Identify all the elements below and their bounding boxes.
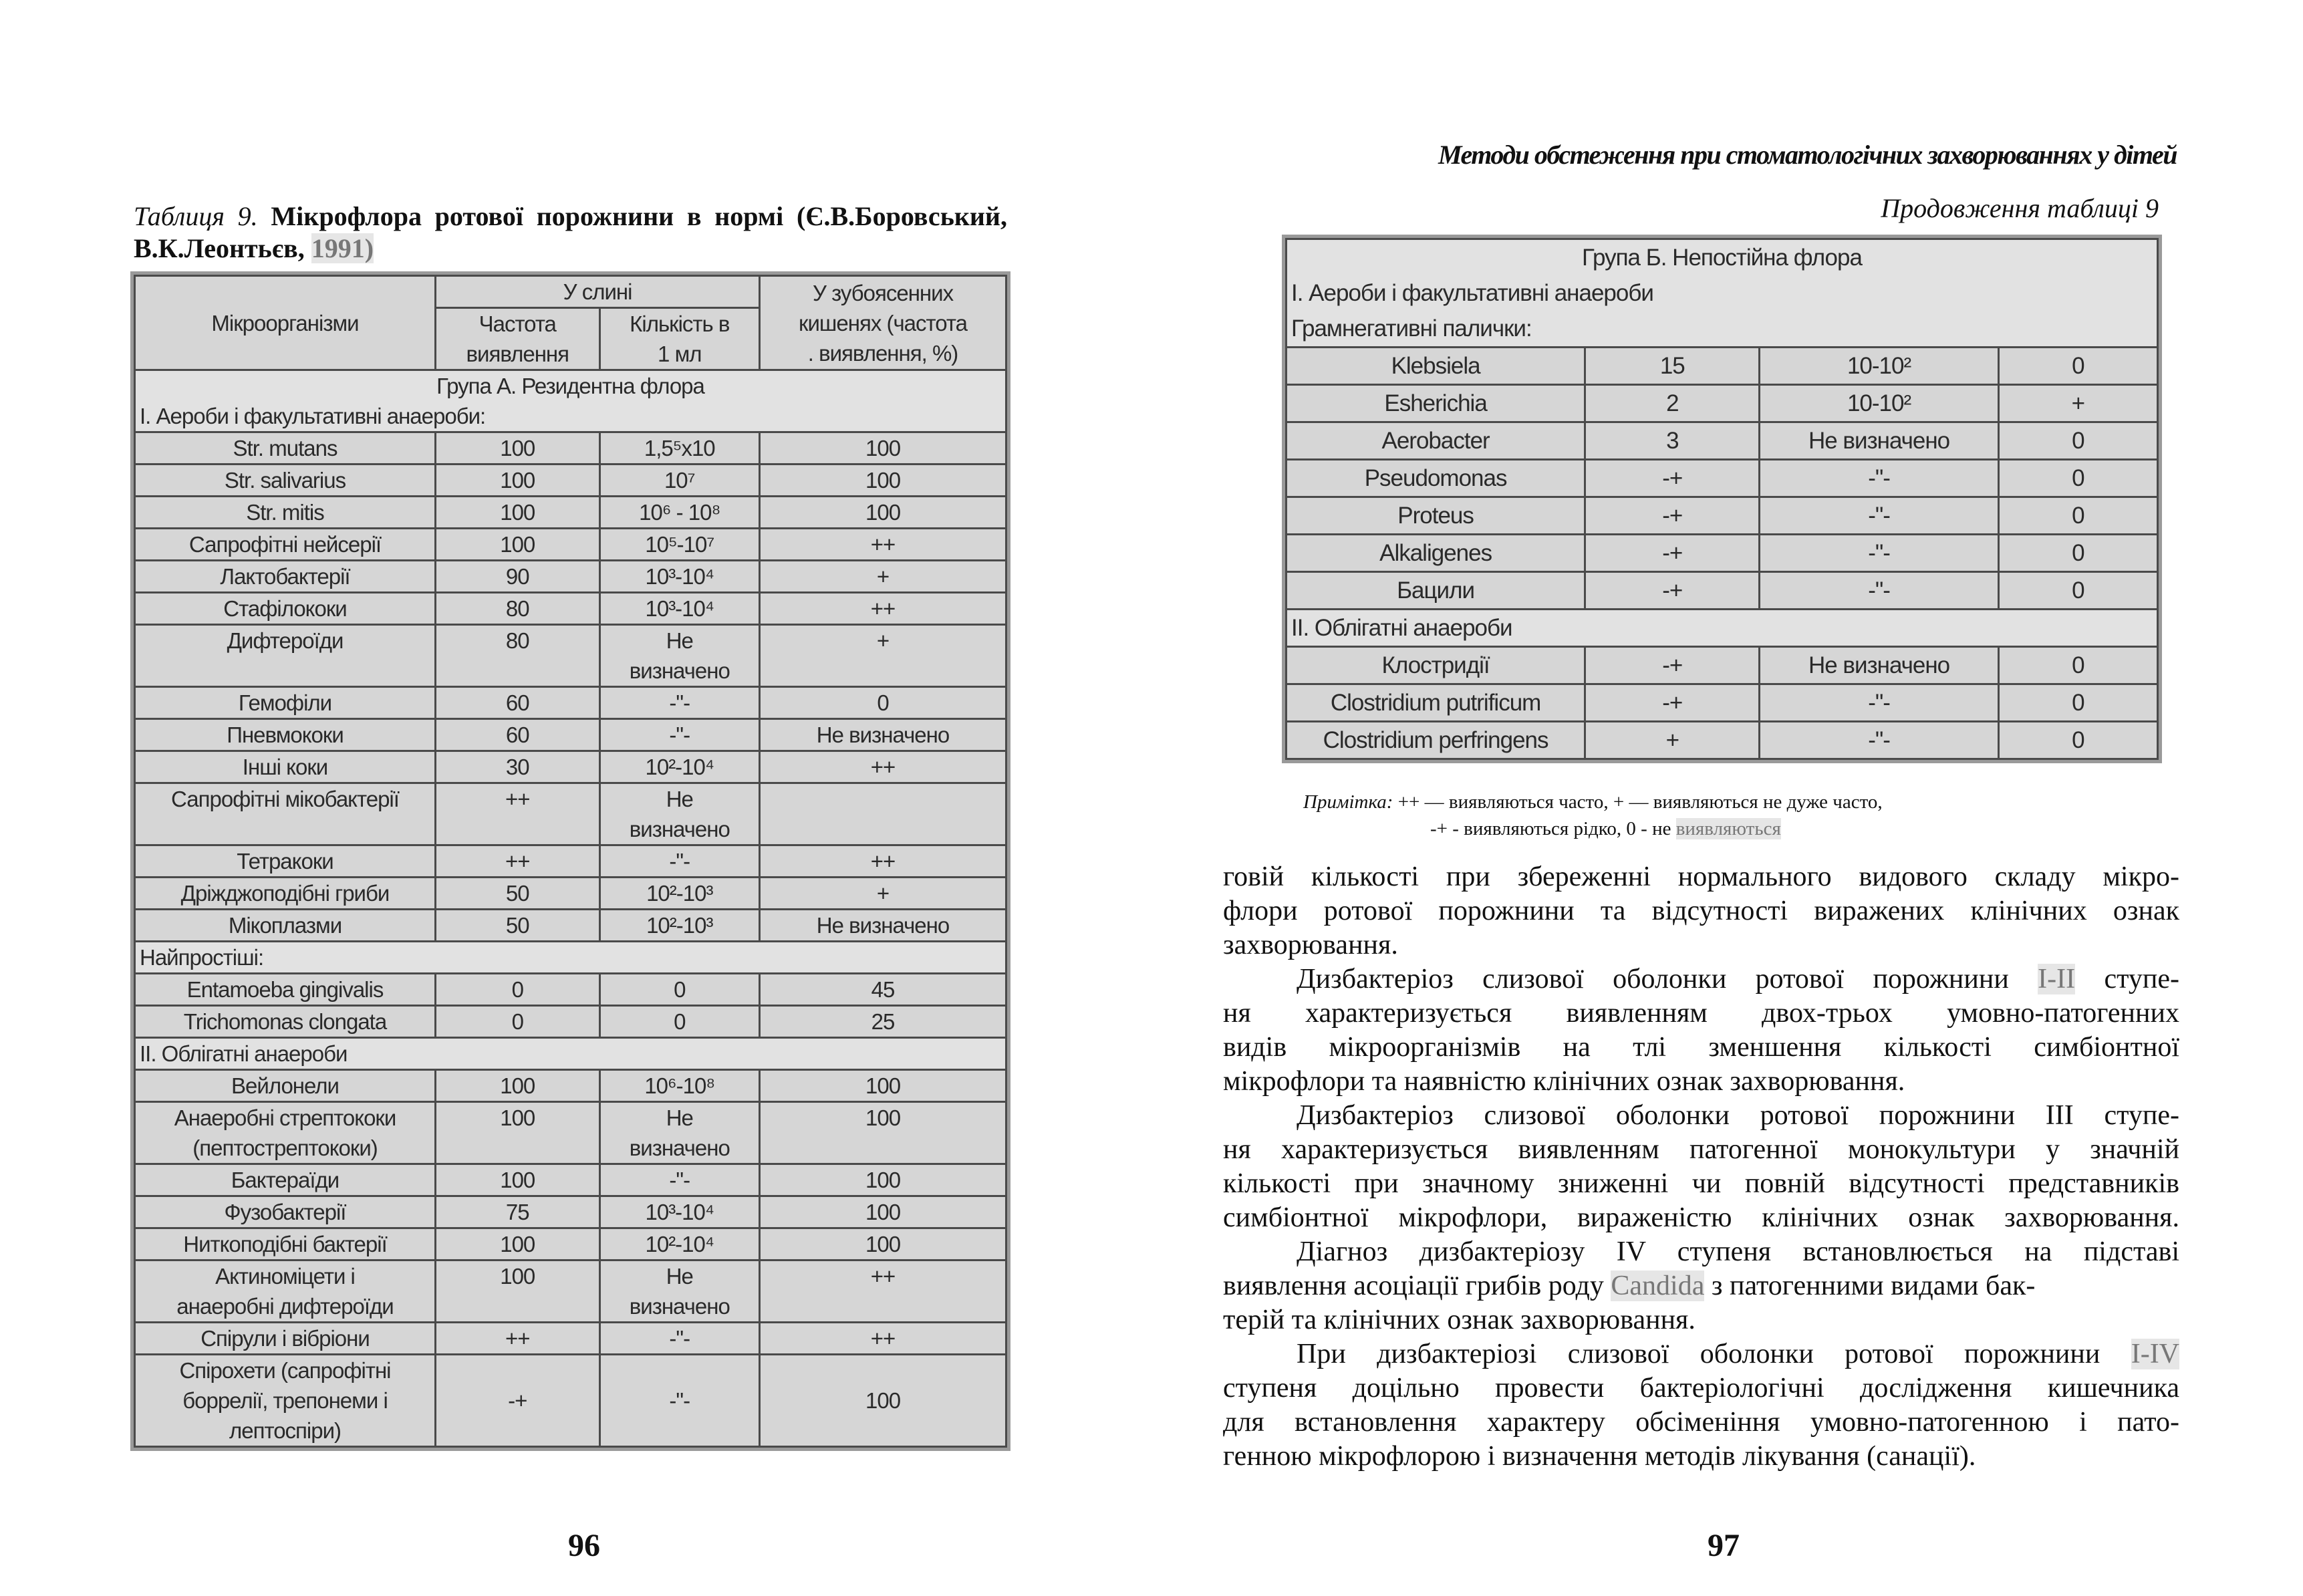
section-cell	[135, 1038, 1006, 1070]
cell-quantity: -"-	[599, 845, 760, 878]
cell-frequency: 100	[436, 1228, 600, 1260]
cell-pockets: 100	[760, 497, 1006, 529]
group-heading: Група А. Резидентна флора	[436, 374, 704, 398]
table-row	[1286, 535, 2158, 572]
cell-pockets: ++	[760, 845, 1006, 878]
cell-organism: Pseudomonas	[1286, 460, 1585, 497]
cell-quantity: -"-	[599, 1164, 760, 1196]
table-body	[1286, 239, 2158, 759]
text-line	[1223, 1269, 2179, 1303]
cell-quantity: 10²-10⁴	[599, 1228, 760, 1260]
cell-frequency: ++	[436, 1323, 600, 1355]
text-line: Дизбактеріоз слизової оболонки ротової порожнини III ступе-	[1297, 1100, 2179, 1131]
table-row	[1286, 647, 2158, 684]
text-line: генною мікрофлорою і визначення методів лікування (санації).	[1223, 1441, 1976, 1472]
cell-frequency: 100	[436, 497, 600, 529]
cell-organism: Clostridium putrificum	[1286, 684, 1585, 722]
text-line: ня характеризується виявленням двох-трьох умовно-патогенних	[1223, 998, 2179, 1029]
table-row	[1286, 460, 2158, 497]
cell-frequency: +	[1585, 722, 1760, 759]
cell-pockets: ++	[760, 1323, 1006, 1355]
table-row	[135, 783, 1006, 845]
cell-organism: Пневмококи	[135, 719, 436, 751]
cell-quantity: -"-	[599, 687, 760, 719]
page-number-right: 97	[1708, 1528, 1740, 1563]
body-text	[1223, 860, 2179, 1474]
text-line: видів мікроорганізмів на тлі зменшення кількості симбіонтної	[1223, 1032, 2179, 1063]
cell-frequency: 100	[436, 1164, 600, 1196]
cell-organism: Мікоплазми	[135, 910, 436, 942]
cell-frequency: 80	[436, 625, 600, 687]
cell-quantity: -"-	[1760, 722, 1998, 759]
cell-quantity: 10³-10⁴	[599, 561, 760, 593]
table-row	[135, 529, 1006, 561]
cell-quantity: 10²-10⁴	[599, 751, 760, 783]
cell-frequency: 60	[436, 719, 600, 751]
cell-quantity: Не визначено	[599, 625, 760, 687]
cell-organism: Інші коки	[135, 751, 436, 783]
cell-quantity: -"-	[1760, 572, 1998, 610]
cell-pockets: 0	[1998, 460, 2157, 497]
cell-organism: Str. mitis	[135, 497, 436, 529]
table-row	[135, 593, 1006, 625]
cell-frequency: 100	[436, 1070, 600, 1102]
cell-organism: Актиноміцети і анаеробні дифтероїди	[135, 1260, 436, 1323]
table-title	[134, 201, 1007, 265]
cell-quantity: 10³-10⁴	[599, 1196, 760, 1228]
column-header-saliva: У слині	[436, 276, 760, 308]
cell-organism: Фузобактерії	[135, 1196, 436, 1228]
section-heading: І. Аероби і факультативні анаероби	[1291, 280, 1653, 306]
table-section-row	[135, 942, 1006, 974]
note-line-2-highlight: виявляються	[1675, 818, 1781, 839]
cell-pockets: 100	[760, 1164, 1006, 1196]
cell-quantity: 10⁷	[599, 464, 760, 497]
cell-quantity: -"-	[599, 719, 760, 751]
cell-quantity: -"-	[599, 1355, 760, 1447]
column-header-pockets: У зубоясенних кишенях (частота . виявлення, %)	[760, 276, 1006, 370]
table-section-row	[1286, 239, 2158, 348]
table-title-authors: В.К.Леонтьєв,	[134, 233, 305, 263]
table-row	[135, 1164, 1006, 1196]
cell-organism: Анаеробні стрептококи (пептострептококи)	[135, 1102, 436, 1164]
cell-pockets: ++	[760, 593, 1006, 625]
cell-frequency: -+	[436, 1355, 600, 1447]
cell-organism: Trichomonas clongata	[135, 1006, 436, 1038]
text-line: для встановлення характеру обсіменіння умовно-патогенною і пато-	[1223, 1407, 2179, 1438]
table-continuation-label: Продовження таблиці 9	[1881, 193, 2159, 223]
cell-quantity: -"-	[1760, 460, 1998, 497]
cell-quantity: 10²-10³	[599, 878, 760, 910]
table-row	[1286, 722, 2158, 759]
cell-organism: Klebsiela	[1286, 348, 1585, 385]
table-row	[1286, 348, 2158, 385]
table-row	[1286, 385, 2158, 422]
cell-organism: Clostridium perfringens	[1286, 722, 1585, 759]
cell-pockets: 0	[1998, 572, 2157, 610]
text-segment: При дизбактеріозі слизової оболонки ротової порожнини	[1297, 1339, 2101, 1369]
cell-frequency: -+	[1585, 572, 1760, 610]
cell-pockets: 0	[1998, 497, 2157, 535]
cell-organism: Клостридії	[1286, 647, 1585, 684]
table-row	[135, 497, 1006, 529]
table-row	[135, 687, 1006, 719]
table-row	[135, 464, 1006, 497]
cell-organism: Лактобактерії	[135, 561, 436, 593]
cell-organism: Str. mutans	[135, 432, 436, 464]
cell-pockets: +	[760, 625, 1006, 687]
cell-pockets: 100	[760, 432, 1006, 464]
section-heading: Найпростіші:	[140, 945, 264, 970]
cell-frequency: 50	[436, 878, 600, 910]
table-row	[135, 878, 1006, 910]
cell-pockets: 0	[1998, 535, 2157, 572]
cell-pockets: 100	[760, 1102, 1006, 1164]
cell-frequency: 100	[436, 432, 600, 464]
table-note	[1303, 789, 1883, 842]
cell-frequency: -+	[1585, 535, 1760, 572]
text-segment: Дизбактеріоз слизової оболонки ротової порожнини	[1297, 964, 2009, 994]
cell-quantity: Не визначено	[599, 1102, 760, 1164]
cell-quantity: -"-	[1760, 535, 1998, 572]
highlighted-text: Candida	[1611, 1271, 1705, 1301]
cell-quantity: Не визначено	[1760, 647, 1998, 684]
column-header-organisms: Мікроорганізми	[135, 276, 436, 370]
text-segment: виявлення асоціації грибів роду	[1223, 1271, 1604, 1301]
subsection-heading: Грамнегативні палички:	[1291, 315, 1532, 342]
cell-organism: Сапрофітні нейсерії	[135, 529, 436, 561]
cell-organism: Спірули і вібріони	[135, 1323, 436, 1355]
cell-quantity: 10³-10⁴	[599, 593, 760, 625]
cell-frequency: -+	[1585, 647, 1760, 684]
text-line: флори ротової порожнини та відсутності виражених клінічних ознак	[1223, 896, 2179, 926]
running-header: Методи обстеження при стоматологічних захворюваннях у дітей	[1438, 140, 2177, 170]
text-line: ступеня доцільно провести бактеріологічні дослідження кишечника	[1223, 1373, 2179, 1404]
table-row	[135, 845, 1006, 878]
cell-pockets: 0	[1998, 722, 2157, 759]
cell-pockets: 45	[760, 974, 1006, 1006]
note-line-1: ++ — виявляються часто, + — виявляються не дуже часто,	[1397, 791, 1883, 813]
cell-organism: Ниткоподібні бактерії	[135, 1228, 436, 1260]
cell-frequency: -+	[1585, 460, 1760, 497]
cell-organism: Дріжджоподібні гриби	[135, 878, 436, 910]
cell-frequency: 90	[436, 561, 600, 593]
cell-organism: Aerobacter	[1286, 422, 1585, 460]
section-heading: І. Аероби і факультативні анаероби:	[140, 404, 486, 428]
cell-organism: Сапрофітні мікобактерії	[135, 783, 436, 845]
cell-frequency: 2	[1585, 385, 1760, 422]
table-row	[135, 910, 1006, 942]
cell-pockets: 0	[1998, 422, 2157, 460]
table-row	[135, 1196, 1006, 1228]
text-line: кількості при значному зниженні чи повній відсутності представників	[1223, 1168, 2179, 1199]
cell-pockets: 0	[760, 687, 1006, 719]
cell-pockets: 100	[760, 1228, 1006, 1260]
cell-frequency: 80	[436, 593, 600, 625]
table-row	[135, 751, 1006, 783]
table-section-row	[135, 370, 1006, 432]
cell-quantity: Не визначено	[599, 783, 760, 845]
cell-pockets: 25	[760, 1006, 1006, 1038]
table-section-row	[1286, 610, 2158, 647]
cell-frequency: -+	[1585, 684, 1760, 722]
table-row	[135, 1070, 1006, 1102]
cell-organism: Str. salivarius	[135, 464, 436, 497]
text-line	[1223, 1337, 2179, 1371]
cell-quantity: 10⁶-10⁸	[599, 1070, 760, 1102]
cell-pockets: ++	[760, 1260, 1006, 1323]
cell-pockets: ++	[760, 751, 1006, 783]
cell-quantity: 10-10²	[1760, 348, 1998, 385]
table-row	[135, 432, 1006, 464]
cell-frequency: 100	[436, 1260, 600, 1323]
table-row	[1286, 572, 2158, 610]
cell-quantity: 1,5⁵x10	[599, 432, 760, 464]
table-title-text: Мікрофлора ротової порожнини в нормі (Є.В.Боровський,	[271, 201, 1007, 231]
cell-quantity: 0	[599, 974, 760, 1006]
cell-organism: Стафілококи	[135, 593, 436, 625]
cell-pockets: 100	[760, 1355, 1006, 1447]
cell-organism: Спірохети (сапрофітні боррелії, трепонеми і лептоспіри)	[135, 1355, 436, 1447]
table-row	[135, 974, 1006, 1006]
table-row	[135, 1102, 1006, 1164]
section-cell	[135, 942, 1006, 974]
column-header-quantity: Кількість в 1 мл	[599, 308, 760, 370]
text-line	[1223, 962, 2179, 996]
cell-quantity: -"-	[599, 1323, 760, 1355]
cell-quantity: 0	[599, 1006, 760, 1038]
text-line: терій та клінічних ознак захворювання.	[1223, 1305, 1696, 1335]
highlighted-text: I-IV	[2131, 1339, 2180, 1369]
cell-pockets: 0	[1998, 684, 2157, 722]
cell-frequency: 100	[436, 1102, 600, 1164]
table-row	[135, 625, 1006, 687]
cell-organism: Вейлонели	[135, 1070, 436, 1102]
cell-pockets: Не визначено	[760, 910, 1006, 942]
cell-pockets: +	[1998, 385, 2157, 422]
cell-frequency: ++	[436, 845, 600, 878]
text-segment: ступе-	[2104, 964, 2180, 994]
note-line-2: -+ - виявляються рідко, 0 - не	[1430, 818, 1671, 839]
table-section-row	[135, 1038, 1006, 1070]
cell-pockets: 100	[760, 1196, 1006, 1228]
text-line: симбіонтної мікрофлори, вираженістю клінічних ознак захворювання.	[1223, 1202, 2179, 1233]
cell-quantity: Не визначено	[599, 1260, 760, 1323]
cell-pockets: +	[760, 878, 1006, 910]
cell-organism: Бактераїди	[135, 1164, 436, 1196]
table-row	[1286, 684, 2158, 722]
note-label: Примітка:	[1303, 791, 1393, 813]
table-row	[135, 561, 1006, 593]
cell-organism: Alkaligenes	[1286, 535, 1585, 572]
page-number-left: 96	[568, 1528, 600, 1563]
text-segment: з патогенними видами бак-	[1711, 1271, 2036, 1301]
text-line: мікрофлори та наявністю клінічних ознак захворювання.	[1223, 1066, 1905, 1097]
cell-organism: Esherichia	[1286, 385, 1585, 422]
cell-pockets: Не визначено	[760, 719, 1006, 751]
section-cell	[135, 370, 1006, 432]
cell-quantity: -"-	[1760, 497, 1998, 535]
cell-organism: Гемофіли	[135, 687, 436, 719]
cell-pockets	[760, 783, 1006, 845]
text-line: говій кількості при збереженні нормального видового складу мікро-	[1223, 861, 2179, 892]
table-row	[1286, 422, 2158, 460]
cell-pockets: 100	[760, 464, 1006, 497]
table-number: Таблиця 9.	[134, 201, 258, 231]
section-cell	[1286, 610, 2158, 647]
cell-quantity: -"-	[1760, 684, 1998, 722]
cell-quantity: 10⁵-10⁷	[599, 529, 760, 561]
cell-pockets: +	[760, 561, 1006, 593]
cell-pockets: 0	[1998, 647, 2157, 684]
highlighted-text: I-II	[2038, 964, 2076, 994]
microflora-table-part2	[1285, 238, 2159, 760]
table-title-year: 1991)	[311, 233, 374, 263]
text-line: Діагноз дизбактеріозу IV ступеня встановлюється на підставі	[1297, 1236, 2179, 1267]
table-row	[1286, 497, 2158, 535]
cell-pockets: 0	[1998, 348, 2157, 385]
cell-quantity: 10-10²	[1760, 385, 1998, 422]
cell-pockets: ++	[760, 529, 1006, 561]
table-row	[135, 1260, 1006, 1323]
cell-frequency: 0	[436, 1006, 600, 1038]
cell-organism: Proteus	[1286, 497, 1585, 535]
cell-frequency: 60	[436, 687, 600, 719]
cell-quantity: Не визначено	[1760, 422, 1998, 460]
cell-quantity: 10⁶ - 10⁸	[599, 497, 760, 529]
table-row	[135, 1323, 1006, 1355]
cell-frequency: 30	[436, 751, 600, 783]
cell-frequency: 0	[436, 974, 600, 1006]
cell-pockets: 100	[760, 1070, 1006, 1102]
table-row	[135, 1006, 1006, 1038]
cell-frequency: -+	[1585, 497, 1760, 535]
cell-frequency: ++	[436, 783, 600, 845]
cell-frequency: 15	[1585, 348, 1760, 385]
cell-frequency: 100	[436, 464, 600, 497]
group-heading: Група Б. Непостійна флора	[1582, 245, 1862, 271]
text-line: захворювання.	[1223, 930, 1398, 960]
cell-organism: Тетракоки	[135, 845, 436, 878]
cell-organism: Дифтероїди	[135, 625, 436, 687]
cell-organism: Entamoeba gingivalis	[135, 974, 436, 1006]
column-header-frequency: Частота виявлення	[436, 308, 600, 370]
section-heading: ІІ. Облігатні анаероби	[1291, 615, 1512, 641]
section-heading: ІІ. Облігатні анаероби	[140, 1041, 348, 1066]
cell-frequency: 50	[436, 910, 600, 942]
table-row	[135, 719, 1006, 751]
table-row	[135, 1228, 1006, 1260]
microflora-table-part1	[134, 275, 1007, 1448]
text-line: ня характеризується виявленням патогенної монокультури у значній	[1223, 1134, 2179, 1165]
cell-organism: Бацили	[1286, 572, 1585, 610]
table-row	[135, 1355, 1006, 1447]
section-cell	[1286, 239, 2158, 348]
cell-frequency: 100	[436, 529, 600, 561]
cell-frequency: 75	[436, 1196, 600, 1228]
cell-quantity: 10²-10³	[599, 910, 760, 942]
cell-frequency: 3	[1585, 422, 1760, 460]
table-header-row	[135, 276, 1006, 308]
table-body	[135, 370, 1006, 1447]
